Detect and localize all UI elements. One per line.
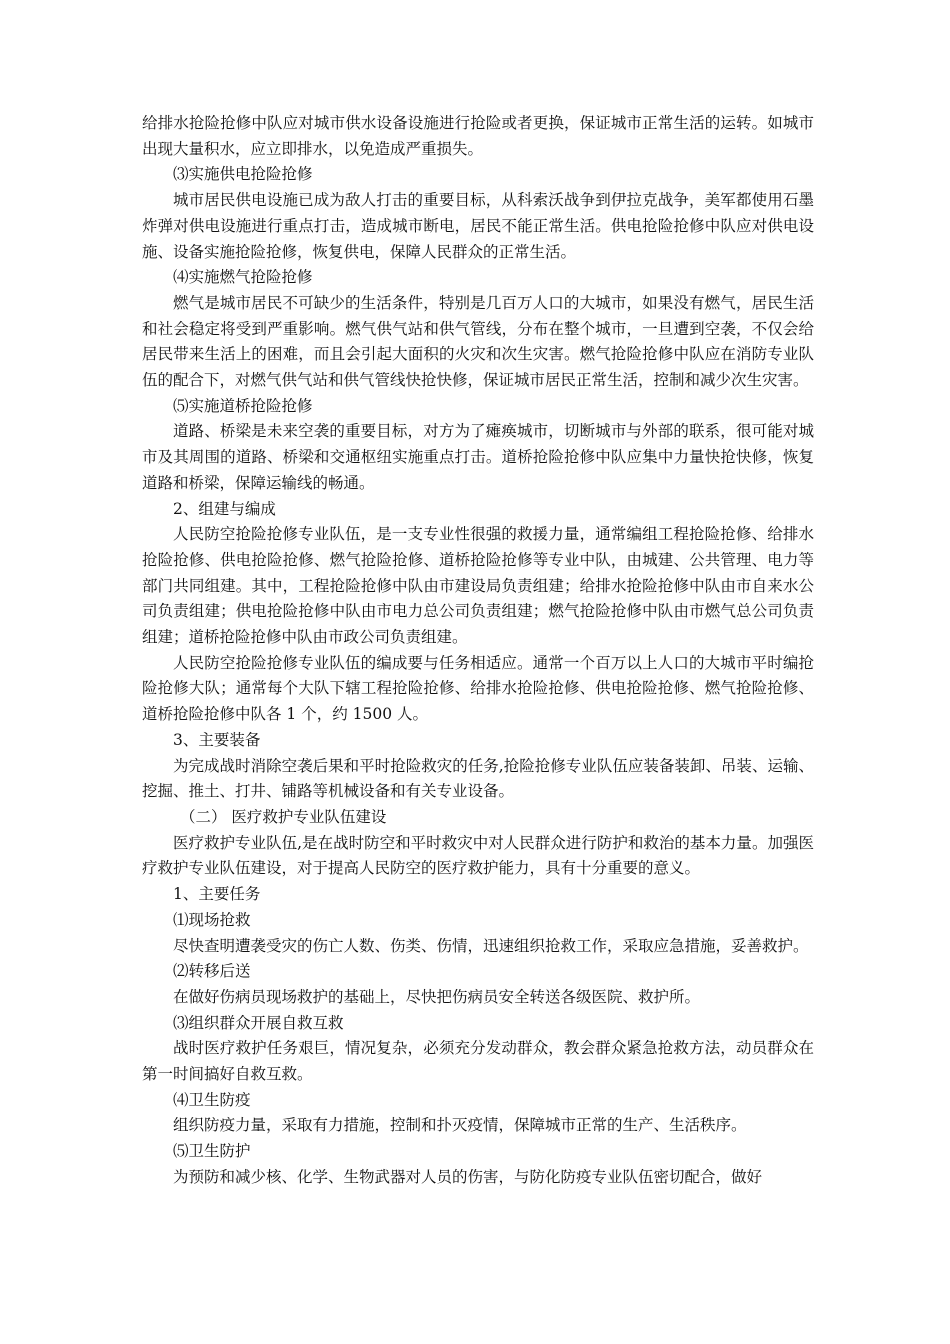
paragraph-5: 燃气是城市居民不可缺少的生活条件，特别是几百万人口的大城市，如果没有燃气，居民生活和社会稳定将受到严重影响。燃气供气站和供气管线，分布在整个城市，一旦遭到空袭，不仅会给居民带来生活上的困难，而且会引起大面积的火灾和次生灾害。燃气抢险抢修中队应在消防专业队伍的配合下，对燃气供气站和供气管线快抢快修，保证城市居民正常生活，控制和减少次生灾害。 <box>142 293 814 390</box>
paragraph-6: ⑸实施道桥抢险抢修 <box>173 396 313 415</box>
paragraph-13: （二） 医疗救护专业队伍建设 <box>180 807 387 826</box>
paragraph-21: 战时医疗救护任务艰巨，情况复杂，必须充分发动群众，教会群众紧急抢救方法，动员群众在第一时间搞好自救互救。 <box>142 1039 814 1084</box>
paragraph-1: 给排水抢险抢修中队应对城市供水设备设施进行抢险或者更换，保证城市正常生活的运转。如城市出现大量积水，应立即排水，以免造成严重损失。 <box>142 114 814 158</box>
paragraph-17: 尽快查明遭袭受灾的伤亡人数、伤类、伤情，迅速组织抢救工作，采取应急措施，妥善救护。 <box>173 936 809 955</box>
paragraph-19: 在做好伤病员现场救护的基础上，尽快把伤病员安全转送各级医院、救护所。 <box>173 987 701 1006</box>
paragraph-9: 人民防空抢险抢修专业队伍，是一支专业性很强的救援力量，通常编组工程抢险抢修、给排水抢险抢修、供电抢险抢修、燃气抢险抢修、道桥抢险抢修等专业中队，由城建、公共管理、电力等部门共同组建。其中，工程抢险抢修中队由市建设局负责组建；给排水抢险抢修中队由市自来水公司负责组建；供电抢险抢修中队由市电力总公司负责组建；燃气抢险抢修中队由市燃气总公司负责组建；道桥抢险抢修中队由市政公司负责组建。 <box>142 525 814 647</box>
paragraph-15: 1、主要任务 <box>173 885 261 904</box>
paragraph-23: 组织防疫力量，采取有力措施，控制和扑灭疫情，保障城市正常的生产、生活秩序。 <box>173 1116 747 1135</box>
paragraph-7: 道路、桥梁是未来空袭的重要目标，对方为了瘫痪城市，切断城市与外部的联系，很可能对城市及其周围的道路、桥梁和交通枢纽实施重点打击。道桥抢险抢修中队应集中力量快抢快修，恢复道路和桥梁，保障运输线的畅通。 <box>142 422 814 492</box>
paragraph-14: 医疗救护专业队伍,是在战时防空和平时救灾中对人民群众进行防护和救治的基本力量。加强医疗救护专业队伍建设，对于提高人民防空的医疗救护能力，具有十分重要的意义。 <box>142 833 814 878</box>
paragraph-3: 城市居民供电设施已成为敌人打击的重要目标，从科索沃战争到伊拉克战争，美军都使用石墨炸弹对供电设施进行重点打击，造成城市断电，居民不能正常生活。供电抢险抢修中队应对供电设施、设备实施抢险抢修，恢复供电，保障人民群众的正常生活。 <box>142 191 814 261</box>
paragraph-11: 3、主要装备 <box>173 730 261 749</box>
paragraph-2: ⑶实施供电抢险抢修 <box>173 165 313 184</box>
paragraph-25: 为预防和减少核、化学、生物武器对人员的伤害，与防化防疫专业队伍密切配合，做好 <box>173 1167 763 1186</box>
paragraph-16: ⑴现场抢救 <box>173 910 251 929</box>
paragraph-10: 人民防空抢险抢修专业队伍的编成要与任务相适应。通常一个百万以上人口的大城市平时编抢险抢修大队；通常每个大队下辖工程抢险抢修、给排水抢险抢修、供电抢险抢修、燃气抢险抢修、道桥抢险抢修中队各 1 个，约 1500 人。 <box>142 653 814 724</box>
paragraph-24: ⑸卫生防护 <box>173 1142 251 1161</box>
paragraph-18: ⑵转移后送 <box>173 962 251 981</box>
paragraph-12: 为完成战时消除空袭后果和平时抢险救灾的任务,抢险抢修专业队伍应装备装卸、吊装、运输、挖掘、推土、打井、铺路等机械设备和有关专业设备。 <box>142 756 814 801</box>
paragraph-20: ⑶组织群众开展自救互救 <box>173 1013 344 1032</box>
paragraph-8: 2、组建与编成 <box>173 499 276 518</box>
document-page <box>142 111 814 1191</box>
paragraph-22: ⑷卫生防疫 <box>173 1090 251 1109</box>
paragraph-4: ⑷实施燃气抢险抢修 <box>173 268 313 287</box>
